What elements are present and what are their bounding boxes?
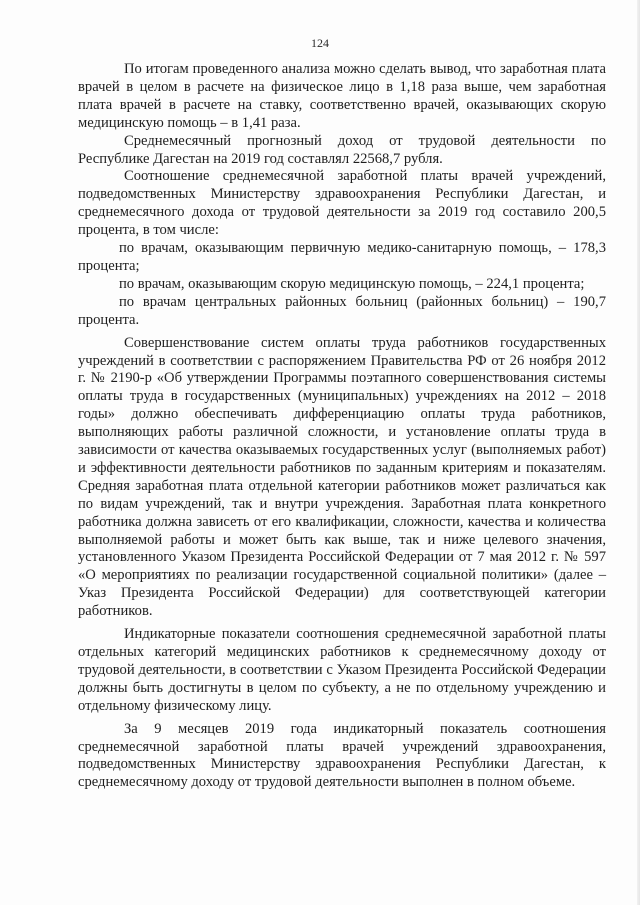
- paragraph-nine-months-result: За 9 месяцев 2019 года индикаторный показатель соотношения среднемесячной заработной платы врачей учреждений здравоохранения, подведомственных Министерству здравоохранения Республики Дагестан, к среднемесячному доходу от трудовой деятельности выполнен в полном объеме.: [78, 720, 606, 791]
- paragraph-pay-system-improvement: Совершенствование систем оплаты труда работников государственных учреждений в соответствии с распоряжением Правительства РФ от 26 ноября 2012 г. № 2190-р «Об утверждении Программы поэтапного совершенствования системы оплаты труда в государственных (муниципальных) учреждениях на 2012 – 2018 годы» должно обеспечивать дифференциацию оплаты труда работников, выполняющих работы различной сложности, и установление оплаты труда в зависимости от качества оказываемых государственных услуг (выполняемых работ) и эффективности деятельности работников по заданным критериям и показателям. Средняя заработная плата отдельной категории работников может различаться как по видам учреждений, так и внутри учреждения. Заработная плата конкретного работника должна зависеть от его квалификации, сложности, качества и количества выполняемой работы и может быть как выше, так и ниже целевого значения, установленного Указом Президента Российской Федерации от 7 мая 2012 г. № 597 «О мероприятиях по реализации государственной социальной политики» (далее – Указ Президента Российской Федерации) для соответствующей категории работников.: [78, 334, 606, 620]
- paragraph-salary-ratio: Соотношение среднемесячной заработной платы врачей учреждений, подведомственных Министерству здравоохранения Республики Дагестан, и среднемесячного дохода от трудовой деятельности за 2019 год составило 200,5 процента, в том числе:: [78, 168, 606, 239]
- paragraph-indicator-targets: Индикаторные показатели соотношения среднемесячной заработной платы отдельных категорий медицинских работников к среднемесячному доходу от трудовой деятельности, в соответствии с Указом Президента Российской Федерации должны быть достигнуты в целом по субъекту, а не по отдельному учреждению и отдельному физическому лицу.: [78, 626, 606, 714]
- paragraph-forecast-income: Среднемесячный прогнозный доход от трудовой деятельности по Республике Дагестан на 2019 год составлял 22568,7 рубля.: [78, 132, 606, 167]
- document-body: [78, 61, 606, 792]
- list-item-primary-care: по врачам, оказывающим первичную медико-санитарную помощь, – 178,3 процента;: [78, 240, 606, 274]
- page-number: 124: [311, 36, 329, 50]
- list-item-district-hospitals: по врачам центральных районных больниц (районных больниц) – 190,7 процента.: [78, 293, 606, 328]
- list-item-emergency-care: по врачам, оказывающим скорую медицинскую помощь, – 224,1 процента;: [119, 275, 585, 292]
- paragraph-analysis-conclusion: По итогам проведенного анализа можно сделать вывод, что заработная плата врачей в целом в расчете на физическое лицо в 1,18 раза выше, чем заработная плата врачей в расчете на ставку, соответственно врачей, оказывающих скорую медицинскую помощь – в 1,41 раза.: [78, 61, 606, 131]
